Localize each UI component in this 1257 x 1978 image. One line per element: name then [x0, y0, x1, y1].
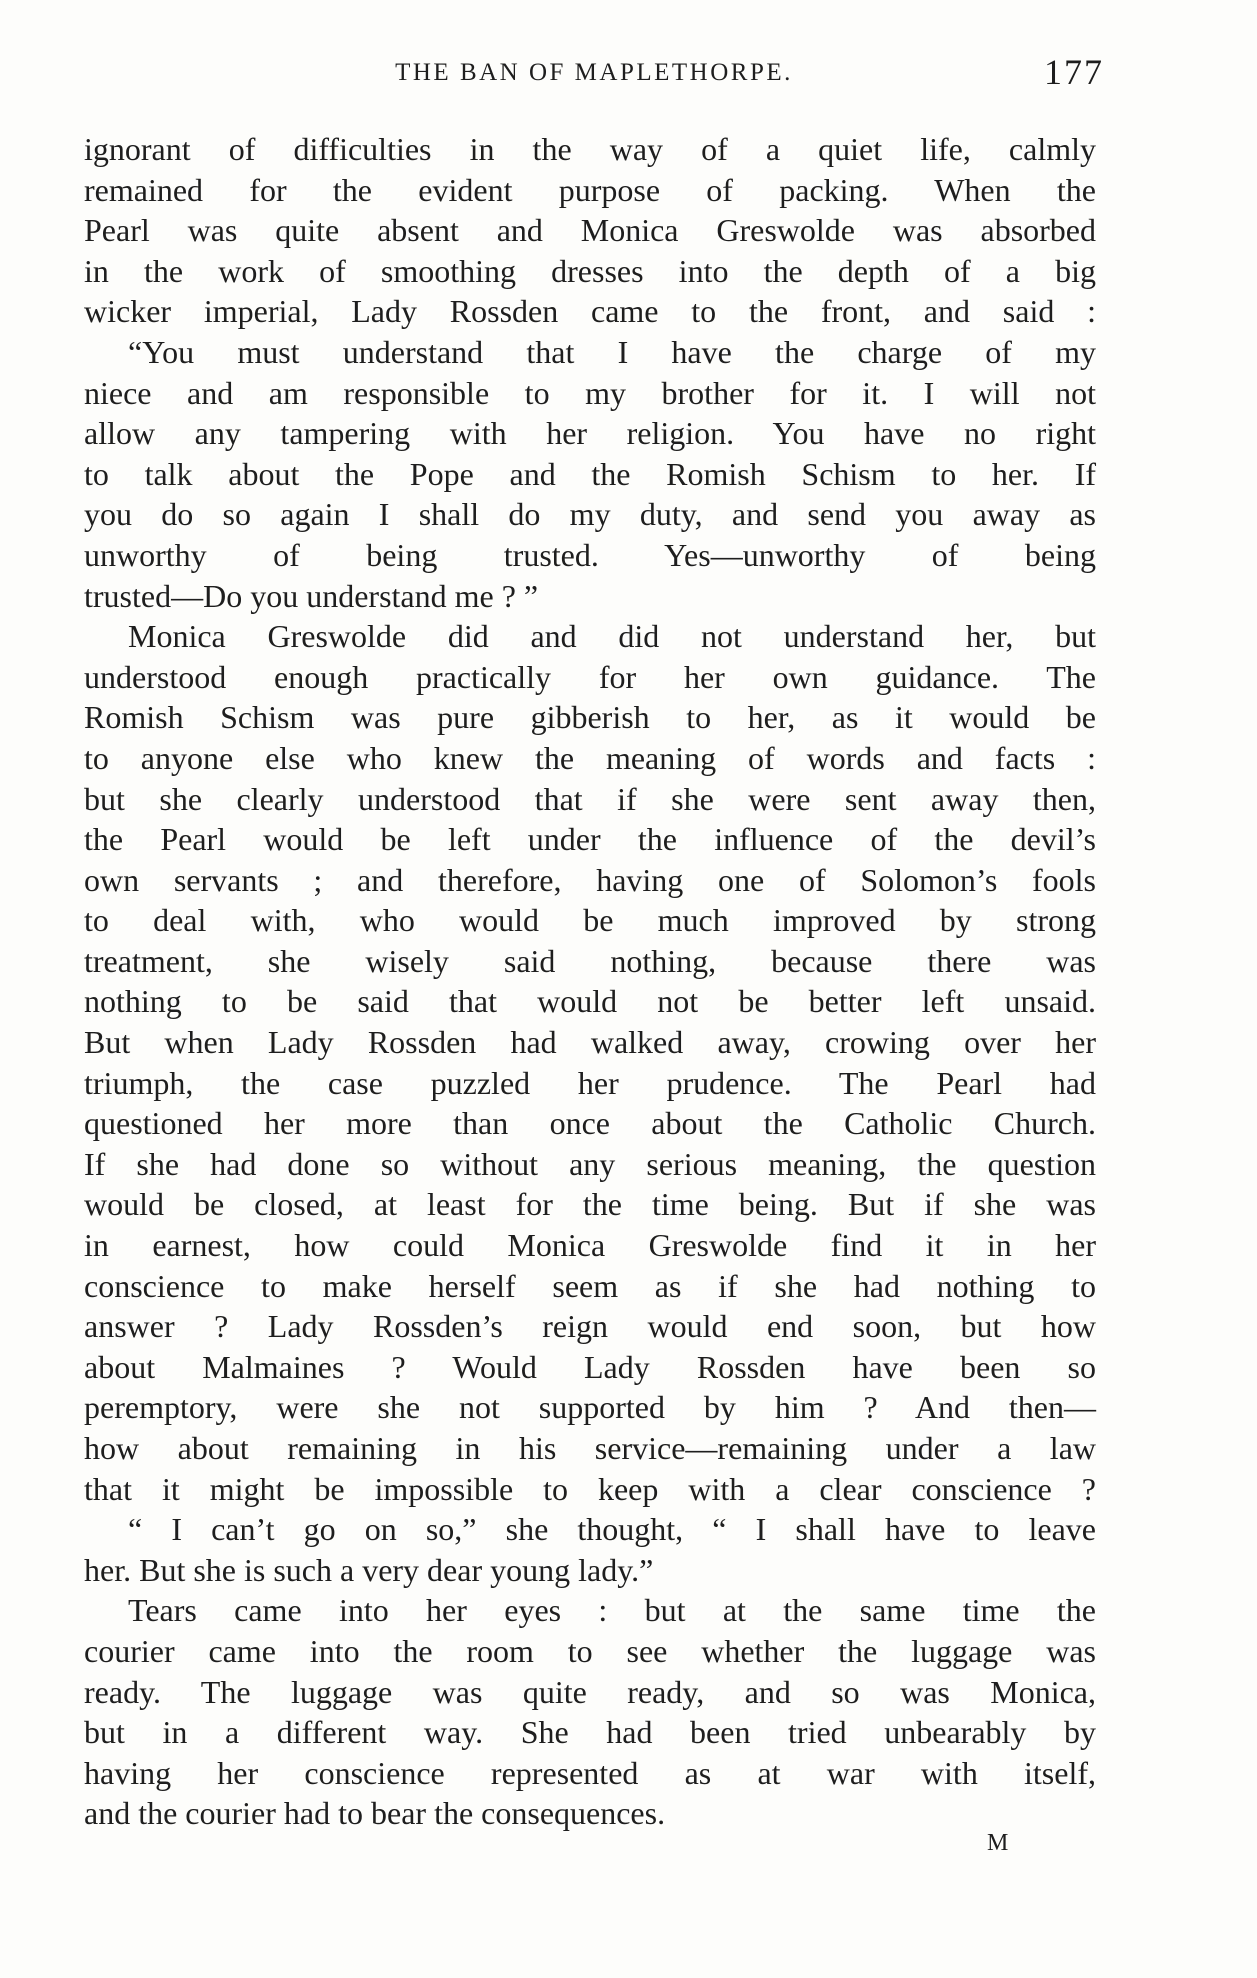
text-line: the Pearl would be left under the influence of the devil’s [84, 821, 1096, 858]
text-line: courier came into the room to see whether the luggage was [84, 1632, 1096, 1669]
text-line: “You must understand that I have the charge of my [128, 333, 1096, 370]
text-line: that it might be impossible to keep with a clear conscience ? [84, 1470, 1096, 1507]
text-line: but she clearly understood that if she were sent away then, [84, 780, 1096, 817]
page-number: 177 [1044, 52, 1104, 92]
text-line: to deal with, who would be much improved by strong [84, 902, 1096, 939]
text-line: in earnest, how could Monica Greswolde find it in her [84, 1227, 1096, 1264]
text-line: in the work of smoothing dresses into the depth of a big [84, 252, 1096, 289]
text-line: having her conscience represented as at war with itself, [84, 1754, 1096, 1791]
text-line: allow any tampering with her religion. You have no right [84, 415, 1096, 452]
text-line: nothing to be said that would not be better left unsaid. [84, 983, 1096, 1020]
text-line: understood enough practically for her own guidance. The [84, 658, 1096, 695]
text-line: answer ? Lady Rossden’s reign would end soon, but how [84, 1308, 1096, 1345]
text-line: unworthy of being trusted. Yes—unworthy of being [84, 536, 1096, 573]
text-line: peremptory, were she not supported by him ? And then— [84, 1389, 1096, 1426]
text-line: remained for the evident purpose of packing. When the [84, 171, 1096, 208]
text-line: Monica Greswolde did and did not understand her, but [128, 618, 1096, 655]
text-line: about Malmaines ? Would Lady Rossden have been so [84, 1348, 1096, 1385]
text-line: you do so again I shall do my duty, and send you away as [84, 496, 1096, 533]
text-line: ignorant of difficulties in the way of a quiet life, calmly [84, 131, 1096, 167]
text-line: would be closed, at least for the time being. But if she was [84, 1186, 1096, 1223]
text-line: how about remaining in his service—remaining under a law [84, 1430, 1096, 1466]
text-line: triumph, the case puzzled her prudence. The Pearl had [84, 1064, 1096, 1101]
text-line: to talk about the Pope and the Romish Schism to her. If [84, 455, 1096, 492]
running-title: THE BAN OF MAPLETHORPE. [395, 59, 793, 86]
text-line: treatment, she wisely said nothing, because there was [84, 942, 1096, 979]
text-line: wicker imperial, Lady Rossden came to the front, and said : [84, 293, 1096, 330]
text-line: own servants ; and therefore, having one of Solomon’s fools [84, 861, 1096, 898]
body-text [84, 129, 1096, 1834]
text-line: and the courier had to bear the consequences. [84, 1795, 666, 1832]
text-line: conscience to make herself seem as if she had nothing to [84, 1267, 1096, 1304]
text-line: niece and am responsible to my brother for it. I will not [84, 374, 1096, 411]
text-line: Romish Schism was pure gibberish to her, as it would be [84, 699, 1096, 736]
text-line: ready. The luggage was quite ready, and so was Monica, [84, 1673, 1096, 1710]
text-line: questioned her more than once about the Catholic Church. [84, 1105, 1096, 1142]
text-line: but in a different way. She had been tried unbearably by [84, 1714, 1096, 1751]
text-line: trusted—Do you understand me ? ” [84, 577, 539, 614]
text-line: Tears came into her eyes : but at the same time the [128, 1592, 1096, 1629]
text-line: Pearl was quite absent and Monica Greswolde was absorbed [84, 212, 1096, 249]
text-line: “ I can’t go on so,” she thought, “ I shall have to leave [128, 1511, 1096, 1548]
text-line: her. But she is such a very dear young lady.” [84, 1551, 654, 1588]
running-head [84, 52, 1104, 98]
text-line: If she had done so without any serious meaning, the question [84, 1145, 1096, 1182]
text-line: But when Lady Rossden had walked away, crowing over her [84, 1024, 1096, 1061]
signature-mark: M [987, 1830, 1010, 1856]
text-line: to anyone else who knew the meaning of words and facts : [84, 739, 1096, 776]
